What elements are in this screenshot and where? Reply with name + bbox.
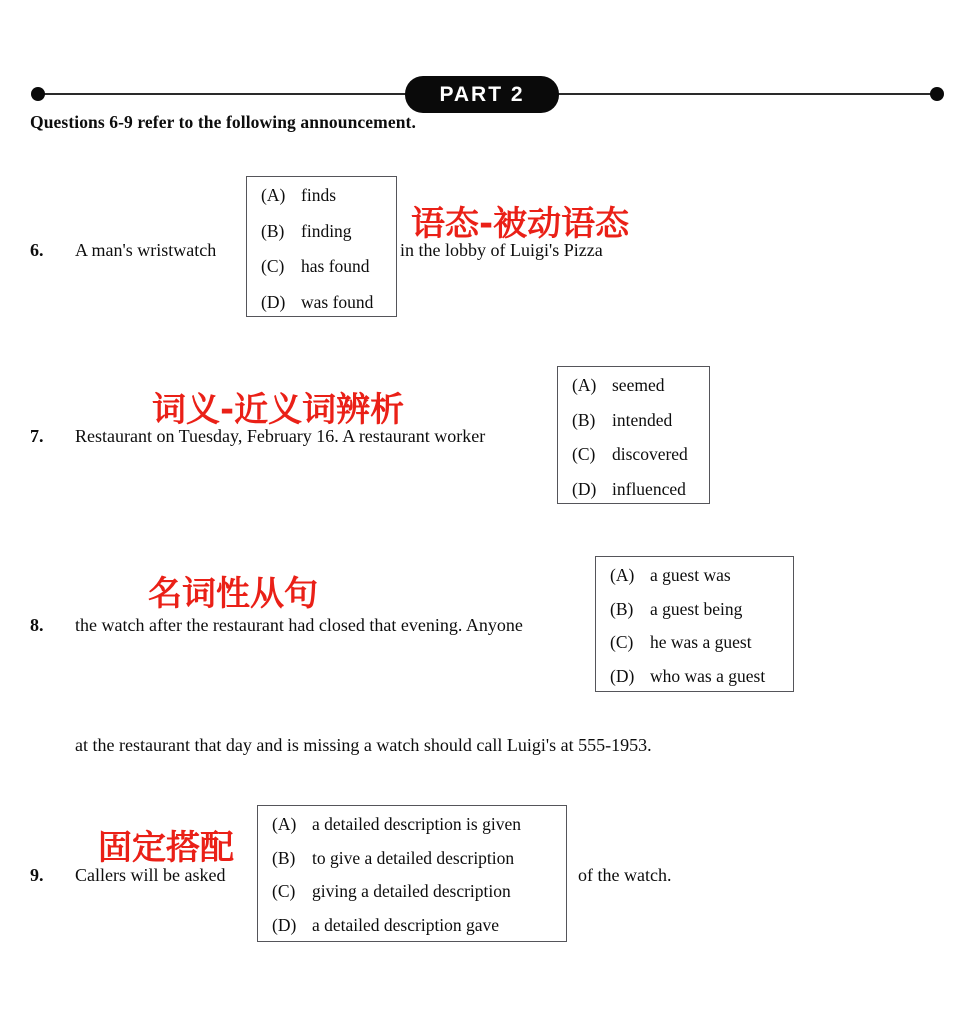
option-letter: (C): [272, 881, 296, 901]
question-number-9: 9.: [30, 865, 44, 885]
question-number-6: 6.: [30, 240, 44, 260]
option-text: influenced: [612, 478, 686, 499]
option-row[interactable]: [572, 409, 697, 430]
banner-dot-right: [930, 87, 944, 101]
option-letter: (C): [572, 444, 596, 464]
option-row[interactable]: [272, 883, 554, 901]
option-letter: (B): [261, 220, 285, 241]
option-text: to give a detailed description: [312, 847, 515, 868]
option-letter: (C): [610, 632, 634, 652]
option-letter: (A): [572, 375, 597, 395]
option-row[interactable]: [610, 665, 781, 686]
option-text: finding: [301, 220, 352, 241]
option-row[interactable]: [261, 187, 384, 205]
question-6-text-before: A man's wristwatch: [75, 240, 217, 260]
options-box-9: [257, 805, 567, 942]
option-letter: (A): [610, 565, 635, 585]
option-letter: (A): [261, 185, 286, 205]
option-text: a detailed description is given: [312, 814, 521, 834]
option-text: a guest being: [650, 598, 743, 619]
question-6-text-after: in the lobby of Luigi's Pizza: [400, 240, 603, 260]
option-row[interactable]: [572, 377, 697, 395]
option-text: he was a guest: [650, 632, 752, 652]
option-row[interactable]: [572, 446, 697, 464]
option-text: giving a detailed description: [312, 881, 511, 901]
option-row[interactable]: [610, 567, 781, 585]
option-row[interactable]: [610, 598, 781, 619]
part-banner: [0, 36, 970, 106]
option-row[interactable]: [572, 478, 697, 499]
options-box-6: [246, 176, 397, 317]
option-text: has found: [301, 256, 370, 276]
question-7-text-before: Restaurant on Tuesday, February 16. A restaurant worker: [75, 426, 486, 446]
option-text: a detailed description gave: [312, 914, 500, 935]
option-text: a guest was: [650, 565, 731, 585]
option-letter: (B): [610, 598, 634, 619]
question-number-8: 8.: [30, 615, 44, 635]
option-text: intended: [612, 409, 673, 430]
option-letter: (D): [261, 291, 286, 312]
option-letter: (A): [272, 814, 297, 834]
option-row[interactable]: [272, 847, 554, 868]
annotation-7: 词义-近义词辨析: [152, 390, 405, 430]
question-8-text-before: the watch after the restaurant had closed that evening. Anyone: [75, 615, 523, 635]
option-row[interactable]: [272, 816, 554, 834]
banner-dot-left: [31, 87, 45, 101]
option-letter: (B): [572, 409, 596, 430]
part-label: PART 2: [405, 76, 559, 113]
option-text: who was a guest: [650, 665, 766, 686]
option-row[interactable]: [272, 914, 554, 935]
option-text: finds: [301, 185, 336, 205]
continuation-line: at the restaurant that day and is missing a watch should call Luigi's at 555-1953.: [75, 735, 652, 755]
annotation-8: 名词性从句: [148, 574, 318, 614]
options-box-7: [557, 366, 710, 504]
option-letter: (D): [572, 478, 597, 499]
option-row[interactable]: [261, 291, 384, 312]
annotation-6: 语态-被动语态: [411, 204, 630, 244]
option-text: seemed: [612, 375, 665, 395]
options-box-8: [595, 556, 794, 692]
option-row[interactable]: [261, 220, 384, 241]
question-number-7: 7.: [30, 426, 44, 446]
option-row[interactable]: [610, 634, 781, 652]
option-text: discovered: [612, 444, 688, 464]
instructions-line: Questions 6-9 refer to the following announcement.: [30, 112, 416, 132]
option-letter: (D): [610, 665, 635, 686]
option-letter: (D): [272, 914, 297, 935]
annotation-9: 固定搭配: [98, 828, 234, 868]
question-9-text-before: Callers will be asked: [75, 865, 226, 885]
option-text: was found: [301, 291, 374, 312]
option-letter: (C): [261, 256, 285, 276]
question-9-text-after: of the watch.: [578, 865, 672, 885]
option-letter: (B): [272, 847, 296, 868]
option-row[interactable]: [261, 258, 384, 276]
